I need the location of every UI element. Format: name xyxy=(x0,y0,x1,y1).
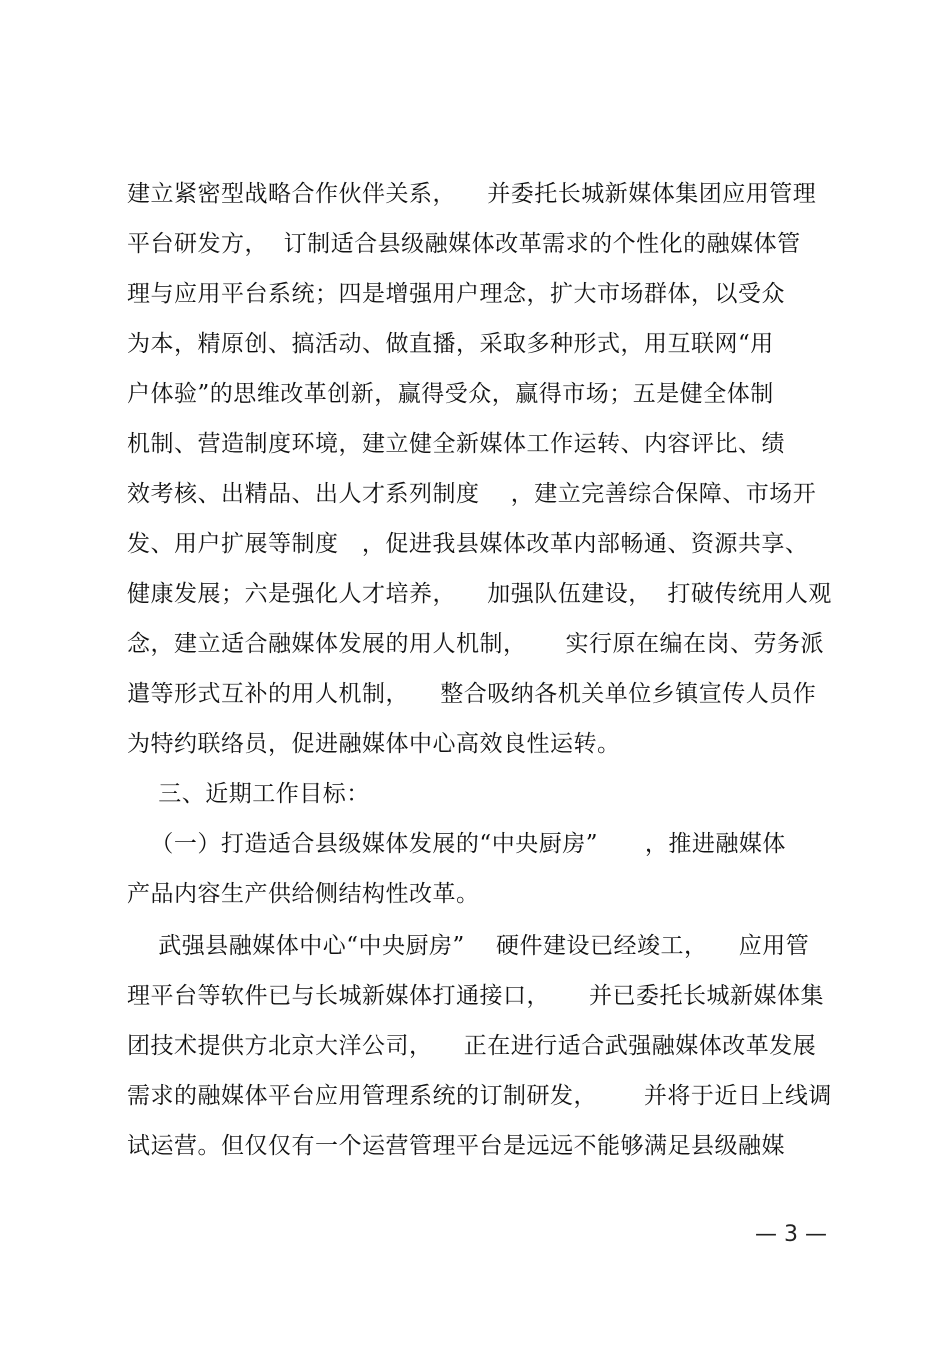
body-text-line: 武强县融媒体中心“中央厨房” 硬件建设已经竣工， 应用管 xyxy=(127,933,810,959)
body-text-line: 团技术提供方北京大洋公司， 正在进行适合武强融媒体改革发展 xyxy=(127,1033,817,1059)
body-text-line: 理与应用平台系统；四是增强用户理念，扩大市场群体，以受众 xyxy=(127,281,785,307)
body-text-line: 理平台等软件已与长城新媒体打通接口， 并已委托长城新媒体集 xyxy=(127,983,825,1009)
body-text-line: 念，建立适合融媒体发展的用人机制， 实行原在编在岗、劳务派 xyxy=(127,631,825,657)
body-text-line: 遣等形式互补的用人机制， 整合吸纳各机关单位乡镇宣传人员作 xyxy=(127,681,817,707)
body-text-line: 建立紧密型战略合作伙伴关系， 并委托长城新媒体集团应用管理 xyxy=(127,181,817,207)
body-text-line: 效考核、出精品、出人才系列制度 ，建立完善综合保障、市场开 xyxy=(127,481,817,507)
body-text-line: 试运营。但仅仅有一个运营管理平台是远远不能够满足县级融媒 xyxy=(127,1133,785,1159)
body-text-line: 发、用户扩展等制度 ，促进我县媒体改革内部畅通、资源共享、 xyxy=(127,531,809,557)
subsection-heading: （一）打造适合县级媒体发展的“中央厨房” ，推进融媒体 xyxy=(127,831,786,857)
body-text-line: 为特约联络员，促进融媒体中心高效良性运转。 xyxy=(127,731,621,757)
subsection-heading-continuation: 产品内容生产供给侧结构性改革。 xyxy=(127,881,480,907)
body-text-line: 机制、营造制度环境，建立健全新媒体工作运转、内容评比、绩 xyxy=(127,431,785,457)
section-heading: 三、近期工作目标： xyxy=(127,781,370,807)
body-text-line: 健康发展；六是强化人才培养， 加强队伍建设， 打破传统用人观 xyxy=(127,581,832,607)
page-number: — 3 — xyxy=(755,1222,827,1247)
body-text-line: 平台研发方， 订制适合县级融媒体改革需求的个性化的融媒体管 xyxy=(127,231,801,257)
body-text-line: 为本，精原创、搞活动、做直播，采取多种形式，用互联网“用 xyxy=(127,331,774,357)
body-text-line: 户体验”的思维改革创新，赢得受众，赢得市场；五是健全体制 xyxy=(127,381,774,407)
body-text-line: 需求的融媒体平台应用管理系统的订制研发， 并将于近日上线调 xyxy=(127,1083,832,1109)
